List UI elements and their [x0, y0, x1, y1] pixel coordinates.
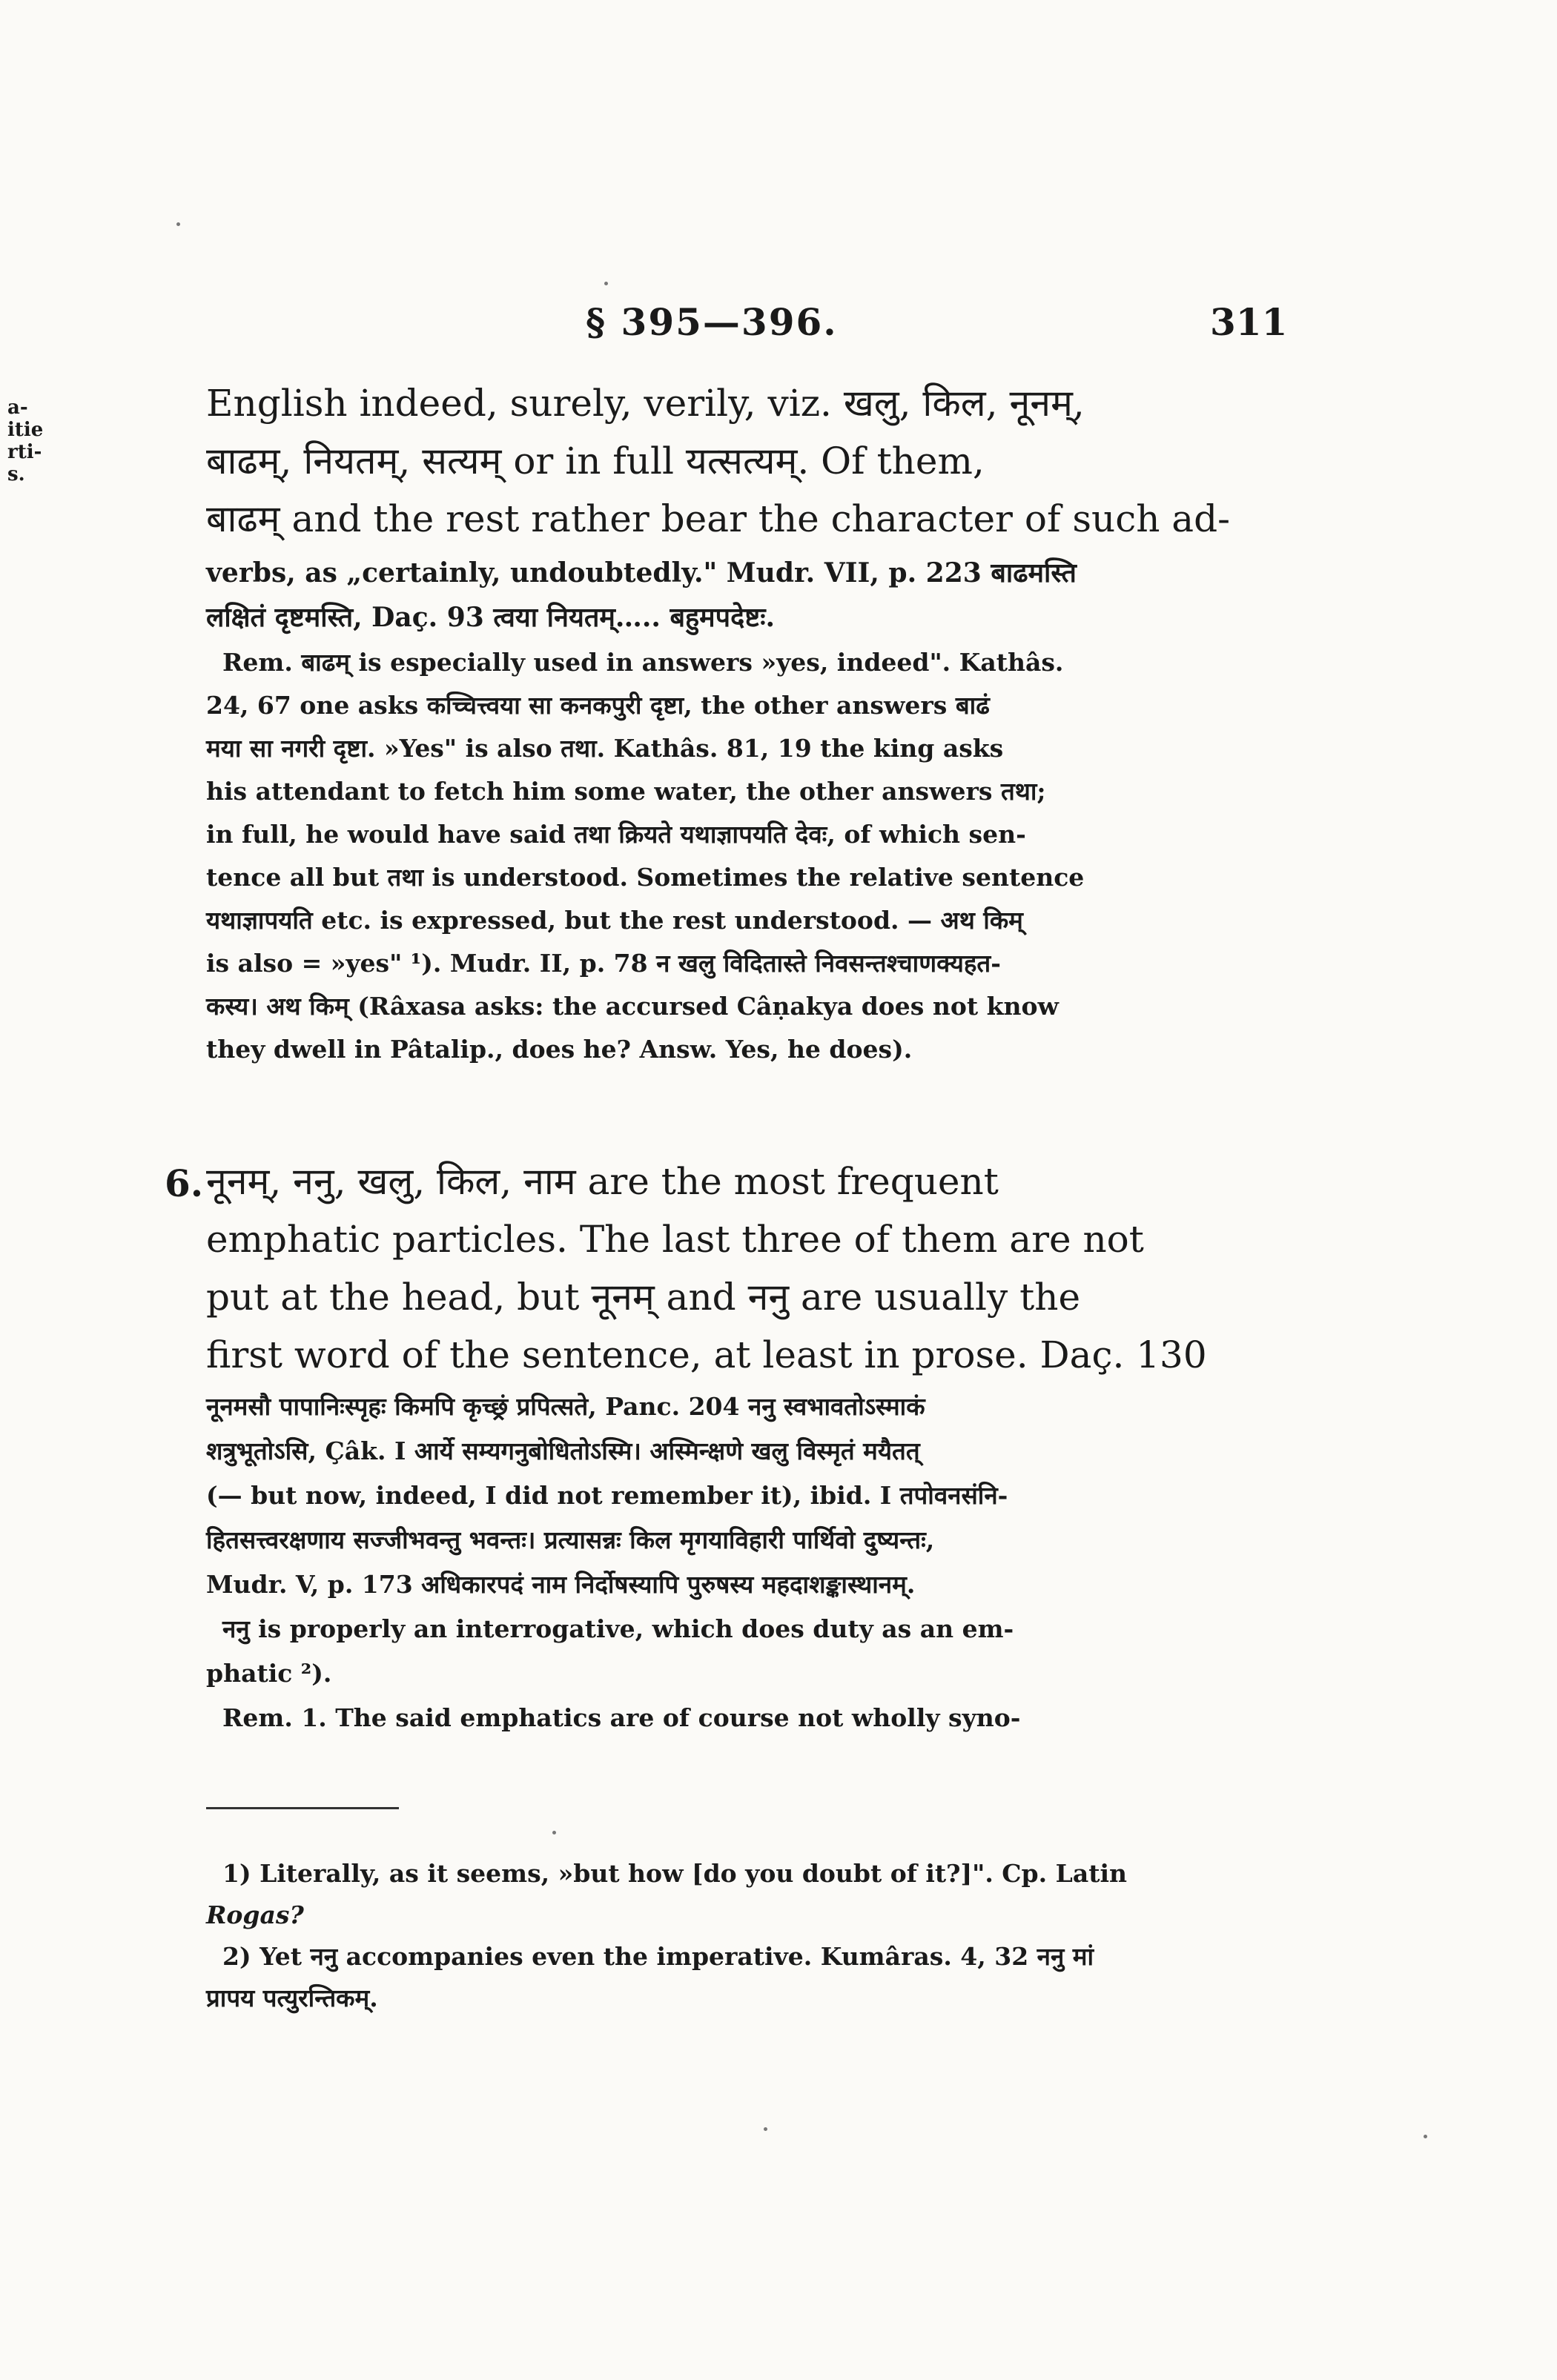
text-line: लक्षितं दृष्टमस्ति, Daç. 93 त्वया नियतम्….. बहुमपदेष्टः. — [206, 602, 776, 633]
scan-speck — [764, 2127, 767, 2131]
remark-line: tence all but तथा is understood. Sometimes the relative sentence — [206, 863, 1085, 892]
remark-line: मया सा नगरी दृष्टा. »Yes" is also तथा. Kathâs. 81, 19 the king asks — [206, 734, 1004, 763]
text-line: बाढम् and the rest rather bear the character of such ad- — [206, 497, 1231, 540]
remark-line: in full, he would have said तथा क्रियते यथाज्ञापयति देवः, of which sen- — [206, 820, 1026, 849]
scan-speck — [176, 222, 180, 226]
text-line: (— but now, indeed, I did not remember it), ibid. I तपोवनसंनि- — [206, 1481, 1008, 1510]
remark-line: 24, 67 one asks कच्चित्त्वया सा कनकपुरी दृष्टा, the other answers बाढं — [206, 691, 990, 720]
page-number: 311 — [1210, 300, 1288, 344]
footnote-line: Rogas? — [206, 1900, 304, 1929]
text-line: emphatic particles. The last three of them are not — [206, 1218, 1144, 1261]
text-line: put at the head, but नूनम् and ननु are usually the — [206, 1276, 1081, 1319]
section-number: 6. — [165, 1161, 204, 1205]
scan-speck — [1424, 2135, 1427, 2138]
text-line: नूनमसौ पापानिःस्पृहः किमपि कृच्छ्रं प्रपित्सते, Panc. 204 ननु स्वभावतोऽस्माकं — [206, 1392, 925, 1421]
remark-line: कस्य। अथ किम् (Râxasa asks: the accursed Câṇakya does not know — [206, 992, 1059, 1021]
text-line: Mudr. V, p. 173 अधिकारपदं नाम निर्दोषस्यापि पुरुषस्य महदाशङ्कास्थानम्. — [206, 1570, 916, 1599]
scan-speck — [552, 1831, 556, 1834]
remark-line: they dwell in Pâtalip., does he? Answ. Yes, he does). — [206, 1035, 913, 1064]
remark-line: Rem. बाढम् is especially used in answers »yes, indeed". Kathâs. — [222, 648, 1064, 677]
footnote-line: प्रापय पत्युरन्तिकम्. — [206, 1983, 378, 2012]
text-line: English indeed, surely, verily, viz. खलु, किल, नूनम्, — [206, 382, 1085, 425]
text-line: first word of the sentence, at least in prose. Daç. 130 — [206, 1333, 1207, 1376]
margin-note: rti- — [7, 441, 42, 463]
section-heading: § 395—396. — [586, 300, 838, 344]
text-line: बाढम्, नियतम्, सत्यम् or in full यत्सत्यम्. Of them, — [206, 440, 985, 483]
text-line: शत्रुभूतोऽसि, Çâk. I आर्ये सम्यगनुबोधितोऽस्मि। अस्मिन्क्षणे खलु विस्मृतं मयैतत् — [206, 1436, 920, 1465]
remark-line: is also = »yes" ¹). Mudr. II, p. 78 न खलु विदितास्ते निवसन्तश्चाणक्यहत- — [206, 949, 1001, 978]
text-line: Rem. 1. The said emphatics are of course not wholly syno- — [222, 1703, 1021, 1732]
margin-note: s. — [7, 463, 25, 485]
remark-line: यथाज्ञापयति etc. is expressed, but the rest understood. — अथ किम् — [206, 906, 1023, 935]
text-line: verbs, as „certainly, undoubtedly." Mudr. VII, p. 223 बाढमस्ति — [206, 557, 1077, 589]
remark-line: his attendant to fetch him some water, the other answers तथा; — [206, 777, 1046, 806]
footnote-line: 2) Yet ननु accompanies even the imperative. Kumâras. 4, 32 ननु मां — [222, 1942, 1094, 1971]
margin-note: itie — [7, 419, 44, 441]
margin-note: a- — [7, 397, 28, 419]
text-line: phatic ²). — [206, 1659, 332, 1688]
footnote-line: 1) Literally, as it seems, »but how [do you doubt of it?]". Cp. Latin — [222, 1859, 1127, 1888]
scan-speck — [604, 282, 608, 285]
text-line: ननु is properly an interrogative, which does duty as an em- — [222, 1614, 1014, 1643]
footnote-rule — [206, 1807, 399, 1809]
text-line: हितसत्त्वरक्षणाय सज्जीभवन्तु भवन्तः। प्रत्यासन्नः किल मृगयाविहारी पार्थिवो दुष्यन्तः, — [206, 1525, 935, 1554]
text-line: नूनम्, ननु, खलु, किल, नाम are the most frequent — [206, 1160, 999, 1203]
